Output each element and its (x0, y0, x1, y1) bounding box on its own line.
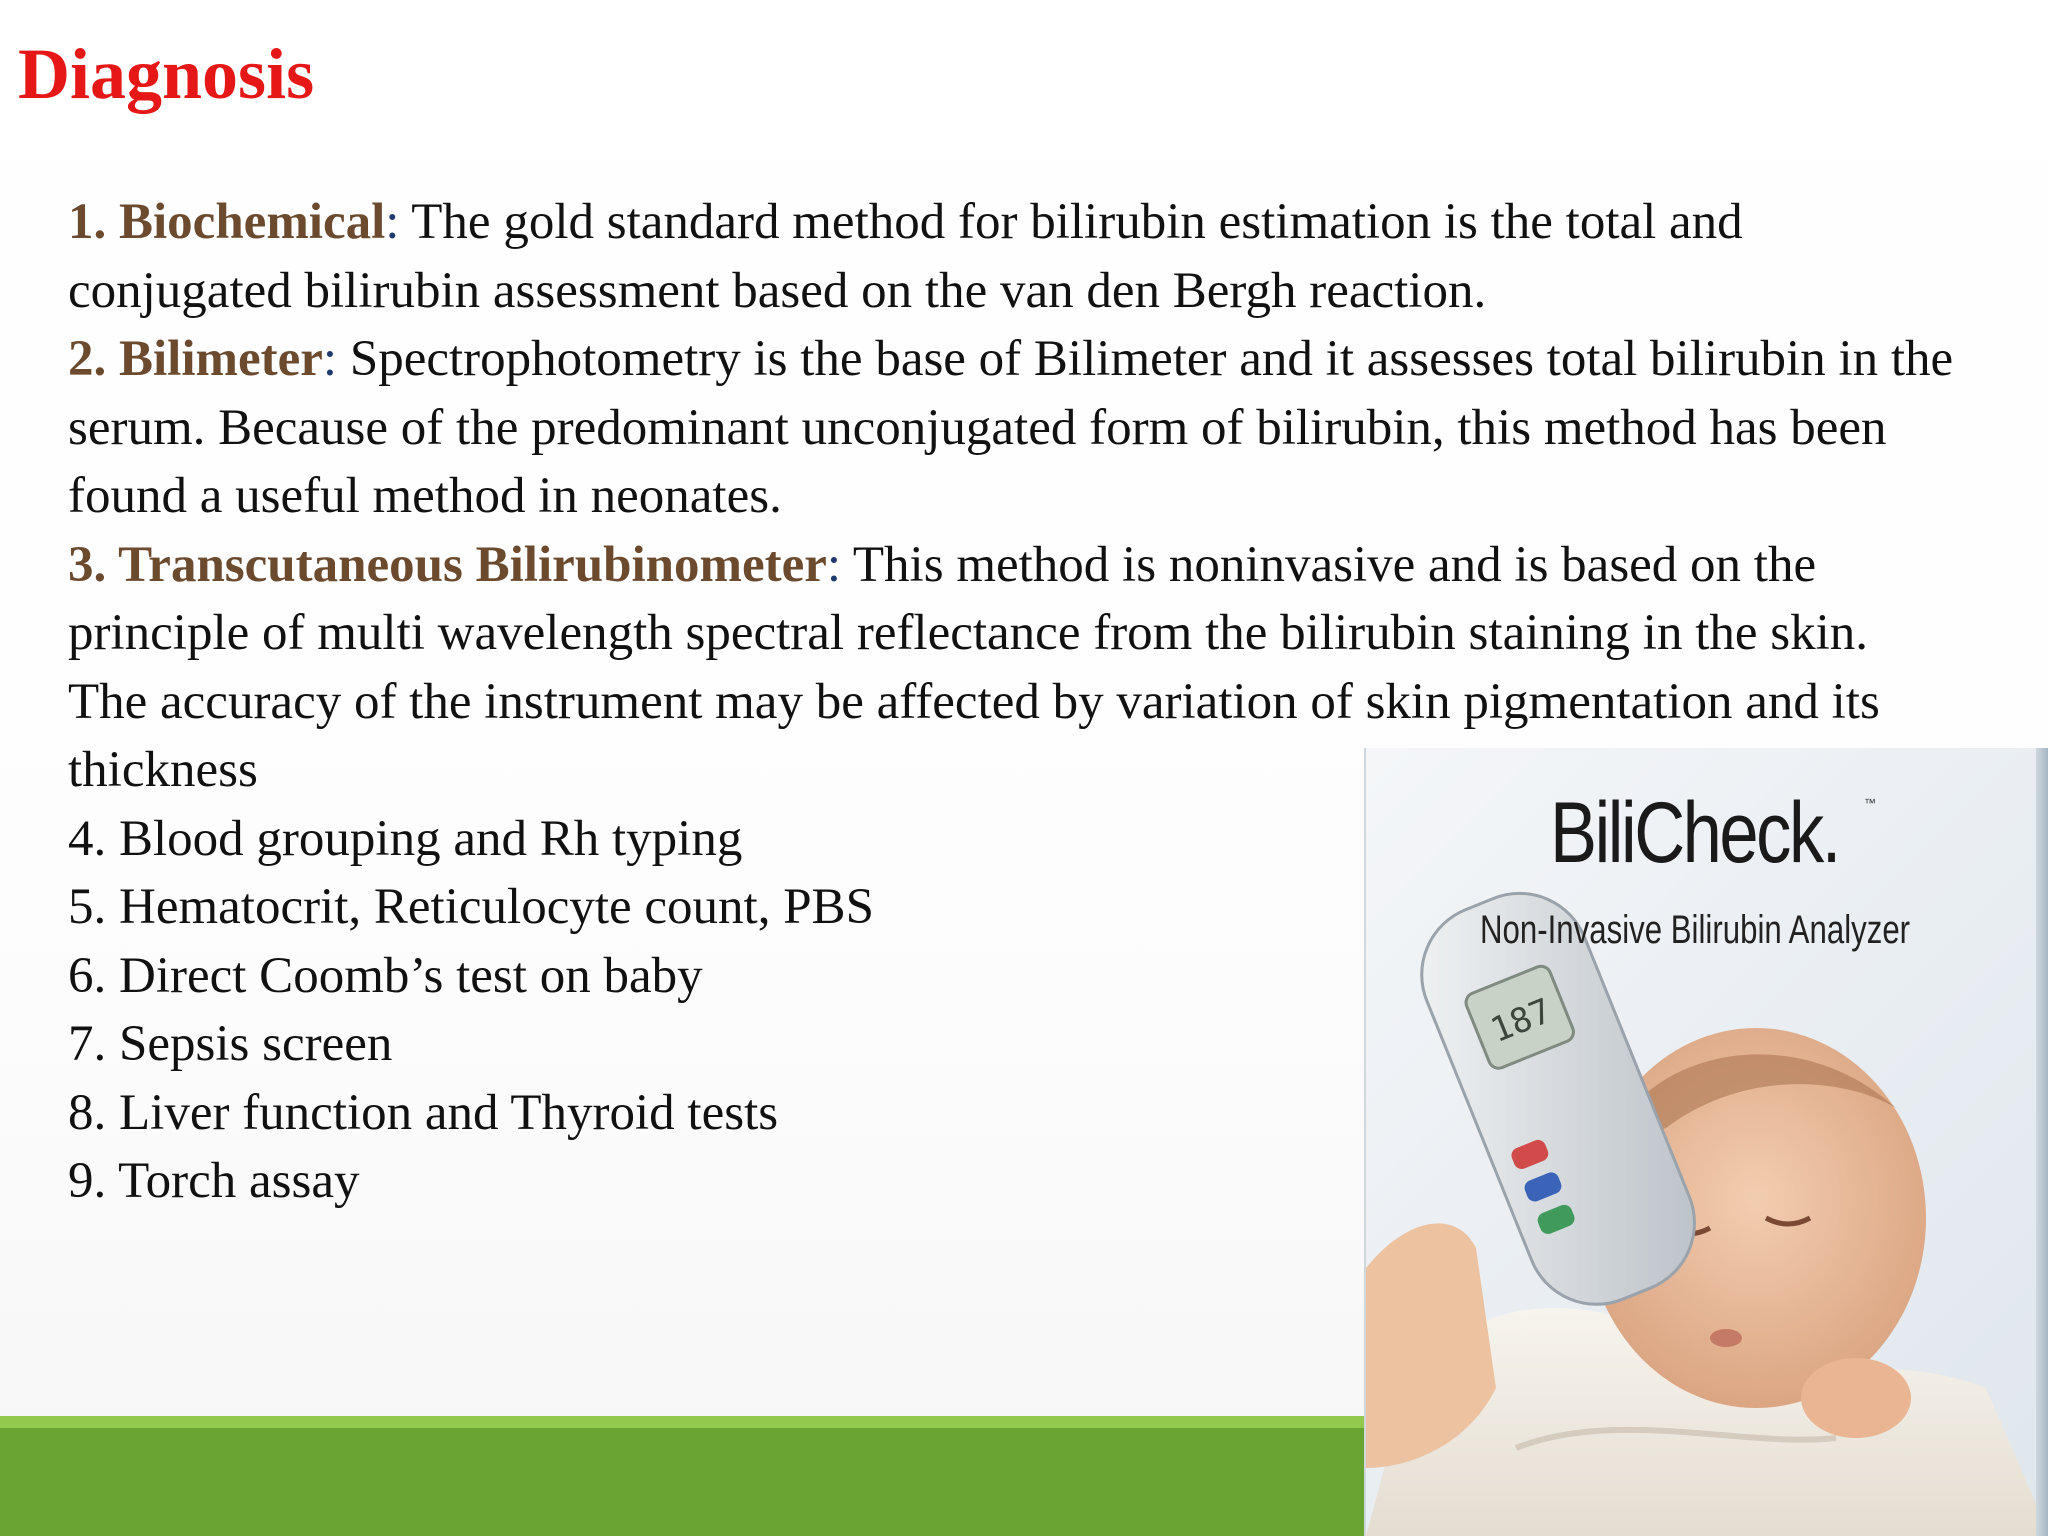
bilicheck-photo (1364, 748, 2048, 1536)
item-3-heading: 3. Transcutaneous Bilirubinometer (68, 536, 827, 593)
trademark-symbol: ™ (1864, 796, 1876, 810)
item-1-heading: 1. Biochemical (68, 194, 386, 250)
item-3-text: This method is noninvasive and is based on the principle of multi wavelength spectral reflectance from the bilirubin staining in the skin. The accuracy of the instrument may be affected by variation of skin pigmentation and its thickness (68, 536, 1880, 798)
diagnosis-item-9: 9. Torch assay (68, 1153, 360, 1209)
diagnosis-item-7: 7. Sepsis screen (68, 1016, 393, 1072)
baby-mouth (1710, 1329, 1742, 1347)
slide-title: Diagnosis (18, 34, 315, 114)
diagnosis-item-1 (68, 188, 1958, 325)
diagnosis-item-8: 8. Liver function and Thyroid tests (68, 1084, 779, 1141)
baby-hand (1801, 1358, 1911, 1438)
item-2-heading: 2. Bilimeter (68, 331, 323, 387)
item-3-colon: : (826, 536, 842, 593)
diagnosis-item-2 (68, 325, 1958, 531)
diagnosis-item-6: 6. Direct Coomb’s test on baby (68, 947, 703, 1004)
bilicheck-logo: BiliCheck. (1550, 785, 1839, 881)
item-2-colon: : (322, 331, 338, 387)
device-readout: 187 (1485, 990, 1558, 1052)
bilicheck-tagline: Non-Invasive Bilirubin Analyzer (1480, 908, 1911, 952)
photo-right-edge (2036, 748, 2048, 1536)
diagnosis-item-4: 4. Blood grouping and Rh typing (68, 810, 743, 867)
item-2-text: Spectrophotometry is the base of Bilimeter and it assesses total bilirubin in the serum. Because of the predominant unconjugated form of bilirubin, this method has been found a useful method in neonates. (68, 331, 1954, 524)
item-1-colon: : (385, 194, 400, 250)
item-1-text: The gold standard method for bilirubin estimation is the total and conjugated bilirubin assessment based on the van den Bergh reaction. (68, 194, 1743, 319)
diagnosis-item-5: 5. Hematocrit, Reticulocyte count, PBS (68, 879, 874, 935)
